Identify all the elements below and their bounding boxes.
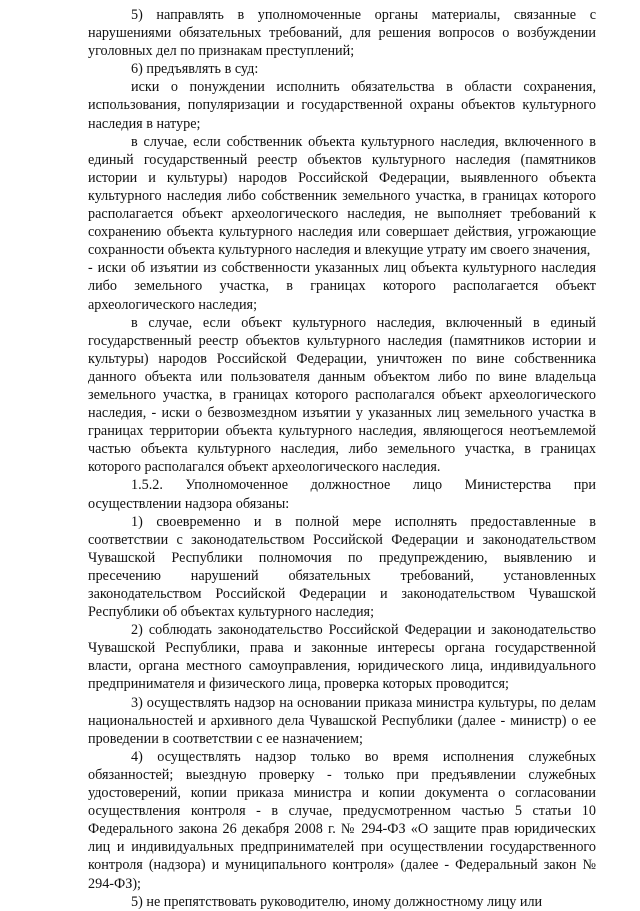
paragraph-duty-1: 1) своевременно и в полной мере исполнять предоставленные в соответствии с законодательством Российской Федерации и законодательством Чувашской Республики полномочия по предупреждению, выявлению и пресечению нарушений обязательных требований, установленных законодательством Российской Федерации и законодательством Чувашской Республики об объектах культурного наследия; [88,513,596,621]
paragraph-duty-4: 4) осуществлять надзор только во время исполнения служебных обязанностей; выездную проверку - только при предъявлении служебных удостоверений, копии приказа министра и копии документа о согласовании осуществления контроля - в случае, предусмотренном частью 5 статьи 10 Федерального закона 26 декабря 2008 г. № 294-ФЗ «О защите прав юридических лиц и индивидуальных предпринимателей при осуществлении государственного контроля (надзора) и муниципального контроля» (далее - Федеральный закон № 294-ФЗ); [88,748,596,892]
paragraph-section-1-5-2: 1.5.2. Уполномоченное должностное лицо Министерства при осуществлении надзора обязаны: [88,477,596,512]
paragraph-duty-3: 3) осуществлять надзор на основании приказа министра культуры, по делам национальностей и архивного дела Чувашской Республики (далее - министр) о ее проведении в соответствии с ее назначением; [88,694,596,747]
document-page [88,6,596,911]
paragraph-item-5-send-materials: 5) направлять в уполномоченные органы материалы, связанные с нарушениями обязательных требований, для решения вопросов о возбуждении уголовных дел по признакам преступлений; [88,7,596,60]
paragraph-owner-violation-case: в случае, если собственник объекта культурного наследия, включенного в единый государственный реестр объектов культурного наследия (памятников истории и культуры) народов Российской Федерации, выявленного объекта культурного наследия либо собственник земельного участка, в границах которого располагается объект археологического наследия, не выполняет требований к сохранению объекта культурного наследия или совершает действия, угрожающие сохранности объекта культурного наследия и влекущие утрату им своего значения, [88,133,596,259]
paragraph-destroyed-object-case: в случае, если объект культурного наследия, включенный в единый государственный реестр объектов культурного наследия (памятников истории и культуры) народов Российской Федерации, уничтожен по вине собственника данного объекта или пользователя данным объектом либо по вине владельца земельного участка, в границах которого располагался объект археологического наследия, - иски о безвозмездном изъятии у указанных лиц земельного участка в границах территории объекта культурного наследия, являющегося неотъемлемой частью объекта культурного наследия, либо земельного участка, в границах которого располагался объект археологического наследия. [88,314,596,476]
paragraph-claims-obligations: иски о понуждении исполнить обязательства в области сохранения, использования, популяризации и государственной охраны объектов культурного наследия в натуре; [88,79,596,132]
paragraph-seizure-claims: - иски об изъятии из собственности указанных лиц объекта культурного наследия либо земельного участка, в границах которого располагается объект археологического наследия; [88,260,596,313]
paragraph-duty-5: 5) не препятствовать руководителю, иному должностному лицу или [131,893,543,910]
paragraph-item-6-court-claims: 6) предъявлять в суд: [131,61,259,78]
paragraph-duty-2: 2) соблюдать законодательство Российской Федерации и законодательство Чувашской Республики, права и законные интересы органа государственной власти, органа местного самоуправления, юридического лица, индивидуального предпринимателя и физического лица, проверка которых проводится; [88,622,596,693]
